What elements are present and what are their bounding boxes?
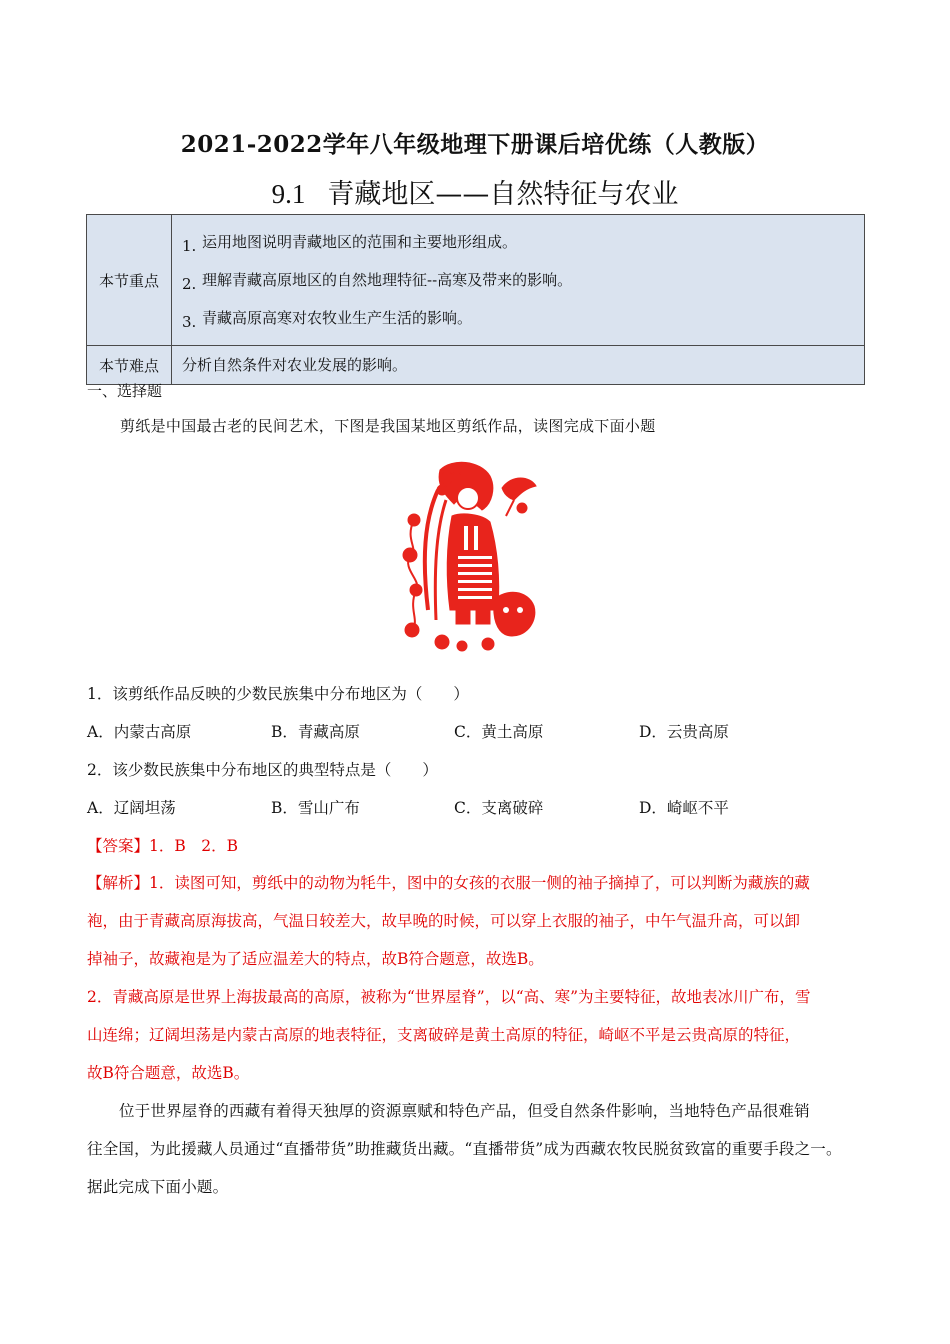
analysis-block	[87, 864, 867, 1092]
question-1-stem: 1．该剪纸作品反映的少数民族集中分布地区为（ ）	[87, 685, 469, 703]
focus-table	[86, 214, 865, 385]
difficulty-text: 分析自然条件对农业发展的影响。	[172, 346, 865, 385]
analysis-line: 故B符合题意，故选B。	[87, 1064, 250, 1082]
question-2-stem: 2．该少数民族集中分布地区的典型特点是（ ）	[87, 761, 438, 779]
key-point-2: 2. 理解青藏高原地区的自然地理特征--高寒及带来的影响。	[182, 271, 573, 293]
q1-option-d[interactable]: D．云贵高原	[639, 723, 729, 741]
papercut-image	[402, 460, 542, 655]
analysis-line: 掉袖子，故藏袍是为了适应温差大的特点，故B符合题意，故选B。	[87, 950, 544, 968]
q1-option-b[interactable]: B．青藏高原	[271, 723, 360, 741]
passage-line: 据此完成下面小题。	[87, 1178, 229, 1196]
section-name: 青藏地区——自然特征与农业	[327, 179, 679, 210]
passage	[87, 1092, 867, 1206]
key-points	[172, 215, 865, 346]
answer-line: 【答案】1．B 2．B	[87, 837, 239, 855]
q2-option-d[interactable]: D．崎岖不平	[639, 799, 729, 817]
document-title: 2021-2022学年八年级地理下册课后培优练（人教版）	[180, 131, 770, 158]
section-number: 9.1	[271, 179, 306, 209]
analysis-line: 袍，由于青藏高原海拔高，气温日较差大，故早晚的时候，可以穿上衣服的袖子，中午气温升高，可以卸	[87, 912, 801, 930]
key-label: 本节重点	[87, 215, 172, 346]
key-point-3: 3. 青藏高原高寒对农牧业生产生活的影响。	[182, 309, 473, 331]
q2-option-c[interactable]: C．支离破碎	[454, 799, 544, 817]
difficulty-label: 本节难点	[87, 346, 172, 385]
analysis-line: 【解析】1．读图可知，剪纸中的动物为牦牛，图中的女孩的衣服一侧的袖子摘掉了，可以判断为藏族的藏	[87, 874, 810, 892]
q1-option-c[interactable]: C．黄土高原	[454, 723, 544, 741]
analysis-line: 2．青藏高原是世界上海拔最高的高原，被称为“世界屋脊”，以“高、寒”为主要特征，故地表冰川广布，雪	[87, 988, 811, 1006]
passage-line: 位于世界屋脊的西藏有着得天独厚的资源禀赋和特色产品，但受自然条件影响，当地特色产品很难销	[119, 1102, 810, 1120]
q2-option-b[interactable]: B．雪山广布	[271, 799, 360, 817]
passage-line: 往全国，为此援藏人员通过“直播带货”助推藏货出藏。“直播带货”成为西藏农牧民脱贫致富的重要手段之一。	[87, 1140, 842, 1158]
analysis-line: 山连绵；辽阔坦荡是内蒙古高原的地表特征，支离破碎是黄土高原的特征，崎岖不平是云贵高原的特征，	[87, 1026, 801, 1044]
question-intro: 剪纸是中国最古老的民间艺术，下图是我国某地区剪纸作品，读图完成下面小题	[120, 417, 656, 435]
q2-option-a[interactable]: A．辽阔坦荡	[87, 799, 176, 817]
key-point-1: 1. 运用地图说明青藏地区的范围和主要地形组成。	[182, 233, 518, 255]
q1-option-a[interactable]: A．内蒙古高原	[87, 723, 192, 741]
section-title	[0, 172, 950, 211]
section-heading: 一、选择题	[87, 382, 163, 400]
